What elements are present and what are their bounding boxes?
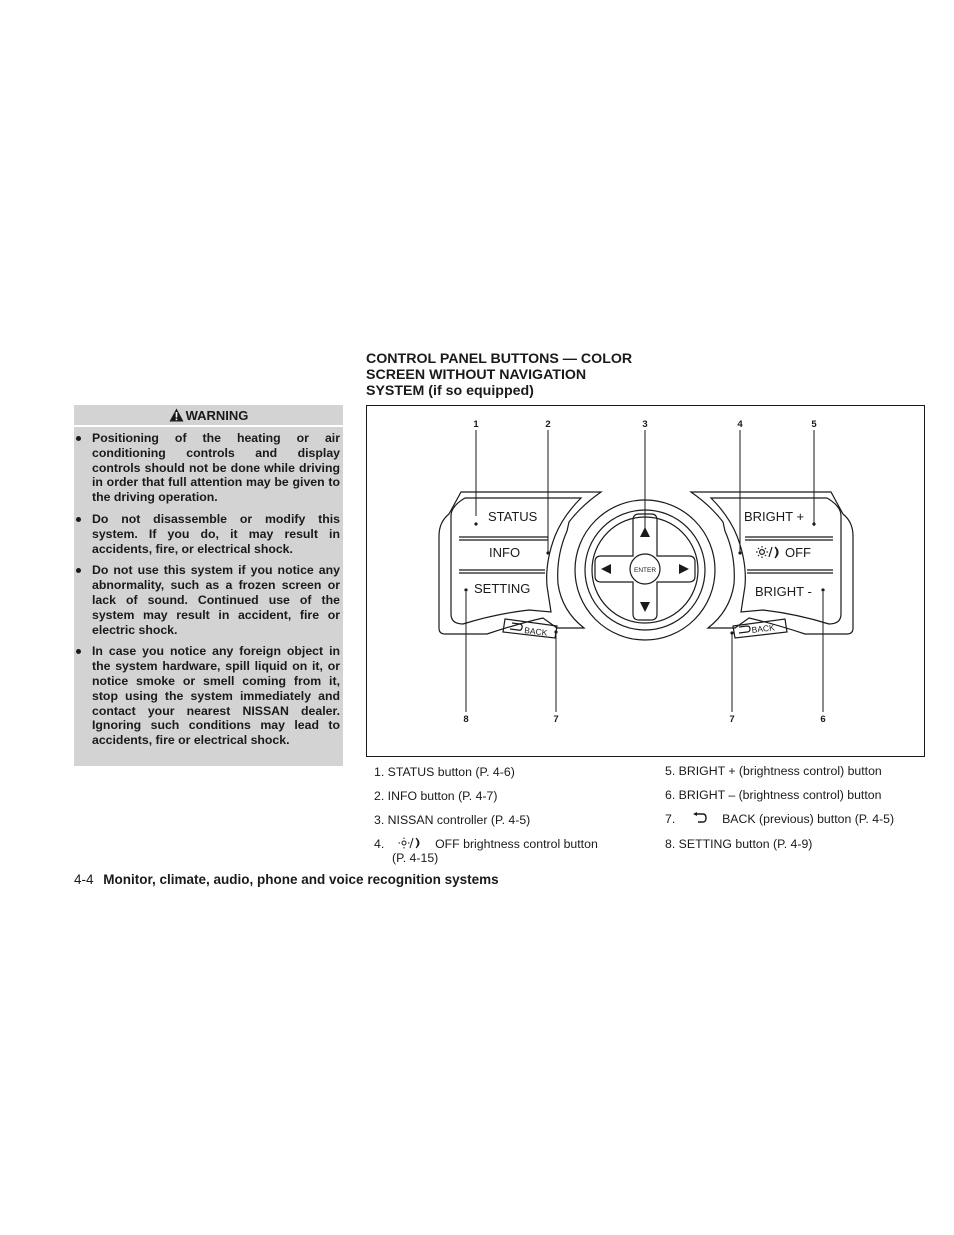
arrow-left-icon (601, 564, 611, 574)
warning-item-text: Do not disassemble or modify this system. If you do, it may result in accidents, fire, or electrical shock. (92, 511, 340, 556)
arrow-right-icon (679, 564, 689, 574)
warning-item (74, 563, 343, 637)
callout-8: 8 (463, 714, 469, 725)
bullet-icon (76, 649, 81, 654)
callout-6: 6 (820, 714, 826, 725)
bullet-icon (76, 436, 81, 441)
status-label: STATUS (488, 509, 538, 524)
warning-item-text: Positioning of the heating or air conditioning controls and display controls should not be done while driving in order that full attention may be given to the driving operation. (92, 431, 340, 505)
callout-3: 3 (642, 419, 648, 430)
off-label: OFF (785, 545, 811, 560)
warning-item-text: Do not use this system if you notice any abnormality, such as a frozen screen or lack of sound. Continued use of the system may result in accident, fire or electric shock. (92, 563, 340, 637)
bright-plus-label: BRIGHT + (744, 509, 805, 524)
section-heading (366, 351, 666, 399)
warning-title: WARNING (185, 407, 249, 423)
legend-item-4-text: OFF brightness control button (435, 837, 598, 851)
heading-line-1: CONTROL PANEL BUTTONS — COLOR (366, 351, 633, 367)
page-number: 4-4 (74, 872, 94, 887)
callout-2: 2 (545, 419, 551, 430)
bullet-icon (76, 568, 81, 573)
callout-4: 4 (737, 419, 743, 430)
button-dot (812, 522, 815, 525)
legend-item-8: 8. SETTING button (P. 4-9) (665, 837, 813, 851)
sun-moon-icon (756, 546, 778, 558)
button-dot (546, 551, 549, 554)
arrow-up-icon (640, 527, 650, 537)
bright-minus-label: BRIGHT - (755, 584, 812, 599)
back-right-label: BACK (751, 622, 776, 635)
callout-7: 7 (553, 714, 559, 725)
button-dot (474, 522, 477, 525)
info-label: INFO (489, 545, 521, 560)
warning-box (74, 405, 343, 766)
warning-header (74, 405, 343, 427)
back-arrow-icon (693, 812, 709, 824)
sun-moon-icon (398, 837, 428, 849)
setting-label: SETTING (474, 581, 531, 596)
warning-triangle-icon (169, 408, 184, 422)
enter-label: ENTER (633, 567, 657, 574)
control-panel-diagram (366, 405, 925, 757)
button-dot (554, 630, 557, 633)
button-dot (821, 588, 824, 591)
legend-item-7-number: 7. (665, 812, 676, 826)
callout-5: 5 (811, 419, 817, 430)
warning-item (74, 644, 343, 748)
heading-line-2: SCREEN WITHOUT NAVIGATION (366, 367, 587, 383)
legend-item-2: 2. INFO button (P. 4-7) (374, 789, 498, 803)
legend-item-6: 6. BRIGHT – (brightness control) button (665, 788, 882, 802)
footer-section-title: Monitor, climate, audio, phone and voice recognition systems (103, 872, 499, 887)
legend-item-5: 5. BRIGHT + (brightness control) button (665, 764, 882, 778)
button-dot (738, 551, 741, 554)
legend-item-7-text: BACK (previous) button (P. 4-5) (722, 812, 895, 826)
warning-list (74, 431, 343, 755)
legend-item-4 (374, 837, 598, 851)
page-footer (74, 872, 499, 887)
callout-1: 1 (473, 419, 479, 430)
button-dot (730, 631, 733, 634)
callout-7: 7 (729, 714, 735, 725)
heading-line-3: SYSTEM (if so equipped) (366, 383, 534, 399)
control-panel-illustration (367, 406, 926, 758)
button-dot (464, 588, 467, 591)
back-left-label: BACK (523, 625, 548, 638)
back-arrow-icon (739, 626, 750, 633)
warning-item-text: In case you notice any foreign object in the system hardware, spill liquid on it, or notice smoke or smell coming from it, stop using the system immediately and contact your nearest NISSAN dealer. Ignoring such conditions may lead to accidents, fire or electrical shock. (92, 644, 340, 748)
legend-item-3: 3. NISSAN controller (P. 4-5) (374, 813, 531, 827)
legend-item-7 (665, 812, 894, 826)
warning-item (74, 431, 343, 505)
legend-item-4-number: 4. (374, 837, 385, 851)
warning-item (74, 512, 343, 556)
legend-item-1: 1. STATUS button (P. 4-6) (374, 765, 515, 779)
bullet-icon (76, 517, 81, 522)
legend-item-4-continued: (P. 4-15) (392, 851, 439, 865)
arrow-down-icon (640, 602, 650, 612)
